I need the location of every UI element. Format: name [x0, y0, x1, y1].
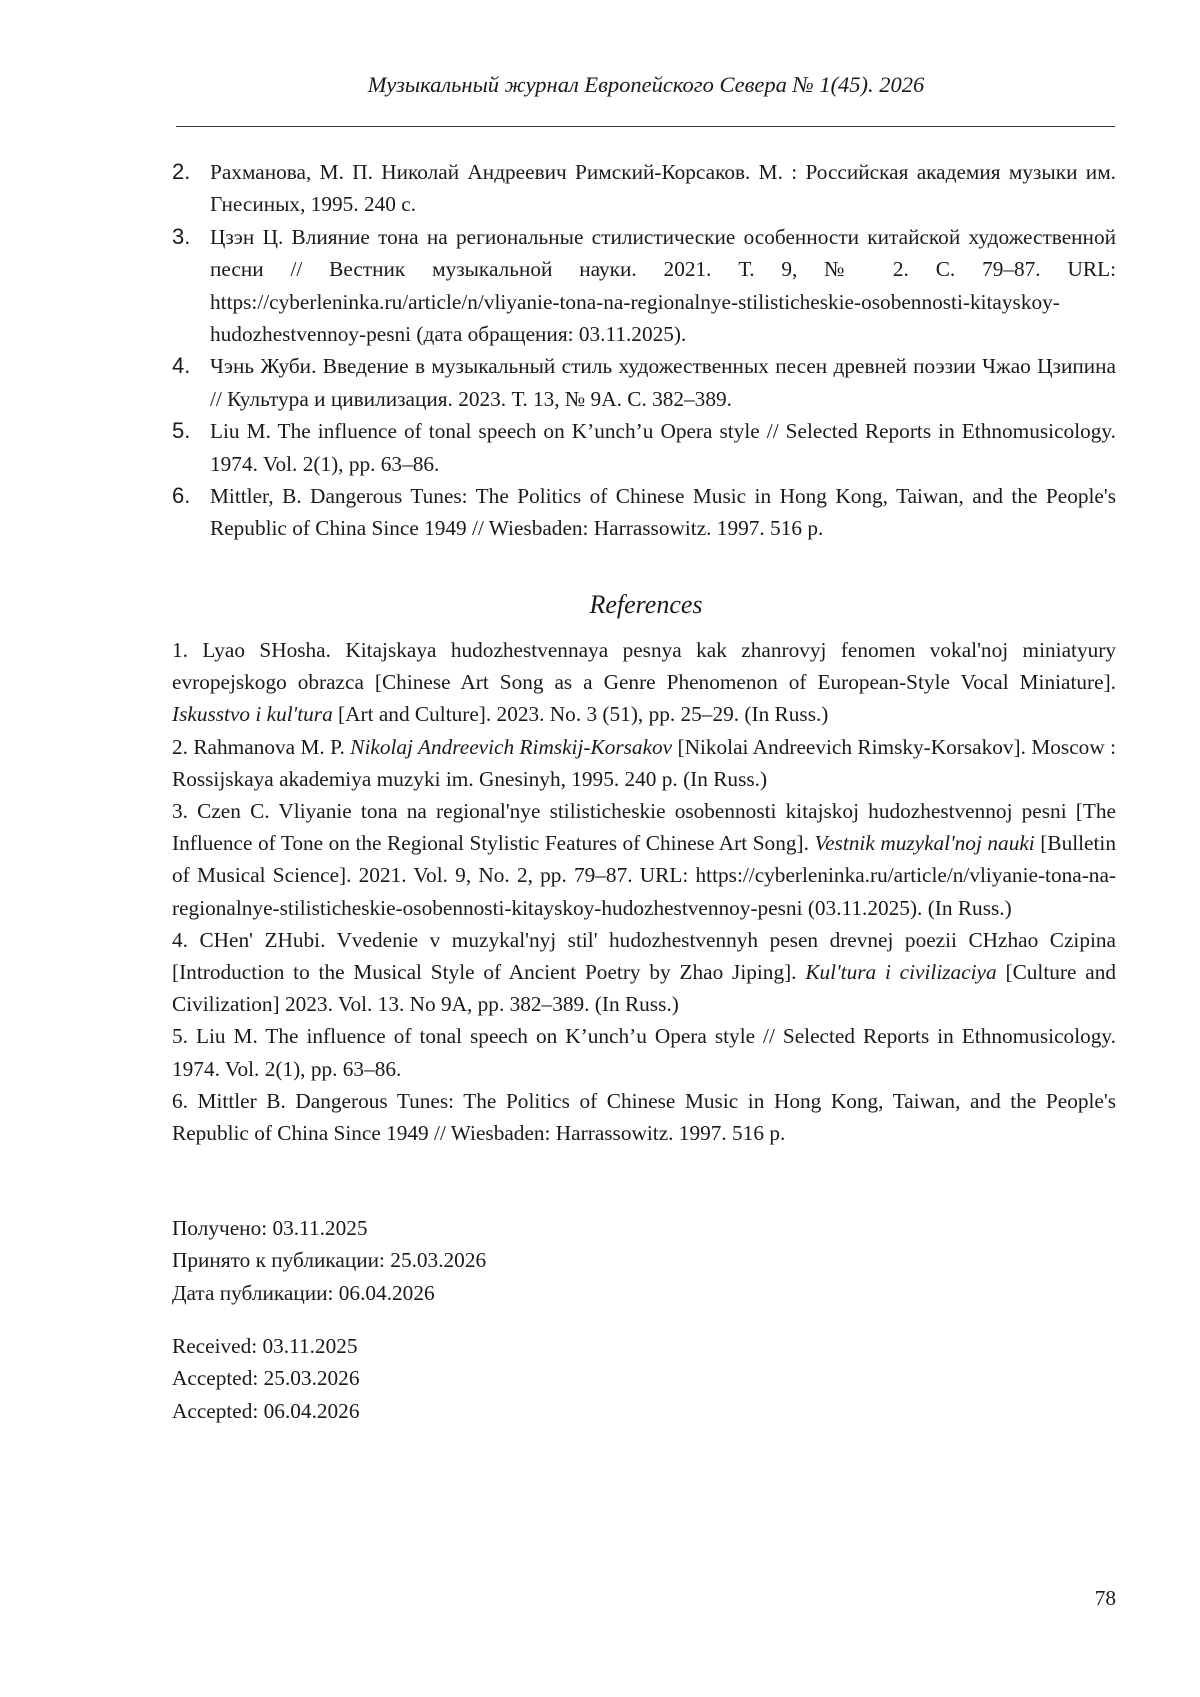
reference-title-italic: Iskusstvo i kul'tura	[172, 702, 333, 727]
literature-item-text: Mittler, B. Dangerous Tunes: The Politics of Chinese Music in Hong Kong, Taiwan, and the People's Republic of China Since 1949 // Wiesbaden: Harrassowitz. 1997. 516 p.	[210, 484, 1116, 541]
reference-text: 4. CHen' ZHubi. Vvedenie v muzykal'nyj stil' hudozhestvennyh pesen drevnej poezii CHzhao Czipina [Introduction to the Musical Style of Ancient Poetry by Zhao Jiping].	[172, 927, 1116, 985]
references-list	[172, 634, 1116, 1149]
literature-item	[172, 156, 1116, 221]
reference-text: [Culture and Civilization] 2023. Vol. 13. No 9A, pp. 382–389. (In Russ.)	[172, 960, 1117, 1017]
literature-item-text: Liu M. The influence of tonal speech on K’unch’u Opera style // Selected Reports in Ethnomusicology. 1974. Vol. 2(1), pp. 63–86.	[210, 419, 1116, 476]
received-date: Получено: 03.11.2025	[172, 1216, 368, 1240]
reference-entry	[172, 795, 1116, 924]
reference-text: 6. Mittler B. Dangerous Tunes: The Politics of Chinese Music in Hong Kong, Taiwan, and the People's Republic of China Since 1949 // Wiesbaden: Harrassowitz. 1997. 516 p.	[172, 1088, 1116, 1146]
reference-text: 2. Rahmanova M. P.	[172, 734, 351, 759]
reference-title-italic: Nikolaj Andreevich Rimskij-Korsakov	[350, 734, 673, 759]
reference-entry	[172, 1020, 1116, 1084]
publication-dates-en	[172, 1330, 772, 1427]
literature-item-number: 3.	[172, 223, 191, 249]
literature-item-number: 2.	[172, 159, 191, 184]
literature-item	[172, 350, 1116, 415]
references-heading: References	[589, 590, 703, 619]
literature-item-text: Рахманова, М. П. Николай Андреевич Римский-Корсаков. М. : Российская академия музыки им. Гнесиных, 1995. 240 с.	[210, 160, 1116, 217]
reference-entry	[172, 924, 1116, 1021]
literature-item-body: Цзэн Ц. Влияние тона на региональные стилистические особенности китайской художественной песни // Вестник музыкальной науки. 2021. Т. 9, № 2. С. 79–87. URL:	[210, 224, 1116, 282]
reference-text: [Bulletin of Musical Science]. 2021. Vol. 9, No. 2, pp. 79–87. URL:	[172, 831, 1116, 888]
reference-entry	[172, 1085, 1116, 1149]
literature-item-number: 5.	[172, 418, 191, 444]
literature-item-number: 4.	[172, 353, 191, 379]
running-title: Музыкальный журнал Европейского Севера № 1(45). 2026	[367, 72, 925, 97]
reference-text: 3. Czen C. Vliyanie tona na regional'nye stilisticheskie osobennosti kitajskoj hudozhestvennoj pesni [The Influence of Tone on the Regional Stylistic Features of Chinese Art Song].	[172, 799, 1116, 856]
reference-entry	[172, 731, 1116, 795]
page-number: 78	[1094, 1586, 1116, 1610]
reference-entry	[172, 634, 1116, 731]
reference-text: [Nikolai Andreevich Rimsky-Korsakov]. Moscow : Rossijskaya akademiya muzyki im. Gnesinyh, 1995. 240 p. (In Russ.)	[172, 734, 1116, 791]
literature-item-number: 6.	[172, 483, 191, 509]
publication-dates-ru	[172, 1212, 772, 1309]
published-date: Дата публикации: 06.04.2026	[172, 1280, 435, 1305]
literature-list	[172, 156, 1116, 545]
literature-item-text: Чэнь Жуби. Введение в музыкальный стиль художественных песен древней поэзии Чжао Цзипина // Культура и цивилизация. 2023. Т. 13, № 9А. С. 382–389.	[210, 354, 1116, 411]
literature-item-text	[210, 221, 1116, 351]
reference-text: [Art and Culture]. 2023. No. 3 (51), pp. 25–29. (In Russ.)	[332, 702, 829, 727]
reference-title-italic: Vestnik muzykal'noj nauki	[814, 831, 1035, 856]
reference-url[interactable]: https://cyberleninka.ru/article/n/vliyanie-tona-na-regionalnye-stilisticheskie-osobennosti-kitayskoy-hudozhestvennoy-pesni (03.11.2025). (In Russ.)	[172, 863, 1116, 920]
published-date: Accepted: 06.04.2026	[172, 1398, 360, 1423]
header-divider	[176, 126, 1115, 127]
literature-item	[172, 415, 1116, 480]
literature-item	[172, 221, 1116, 351]
literature-item-url[interactable]: https://cyberleninka.ru/article/n/vliyanie-tona-na-regionalnye-stilisticheskie-osobennosti-kitayskoy-hudozhestvennoy-pesni (дата обращения: 03.11.2025).	[210, 289, 1060, 347]
received-date: Received: 03.11.2025	[172, 1334, 358, 1358]
accepted-date: Accepted: 25.03.2026	[172, 1366, 360, 1391]
reference-title-italic: Kul'tura i civilizaciya	[805, 960, 997, 985]
reference-text: 5. Liu M. The influence of tonal speech on K’unch’u Opera style // Selected Reports in Ethnomusicology. 1974. Vol. 2(1), pp. 63–86.	[172, 1024, 1116, 1081]
literature-item	[172, 480, 1116, 545]
accepted-date: Принято к публикации: 25.03.2026	[172, 1248, 487, 1273]
reference-text: 1. Lyao SHosha. Kitajskaya hudozhestvennaya pesnya kak zhanrovyj fenomen vokal'noj miniatyury evropejskogo obrazca [Chinese Art Song as a Genre Phenomenon of European-Style Vocal Miniature].	[172, 638, 1116, 695]
